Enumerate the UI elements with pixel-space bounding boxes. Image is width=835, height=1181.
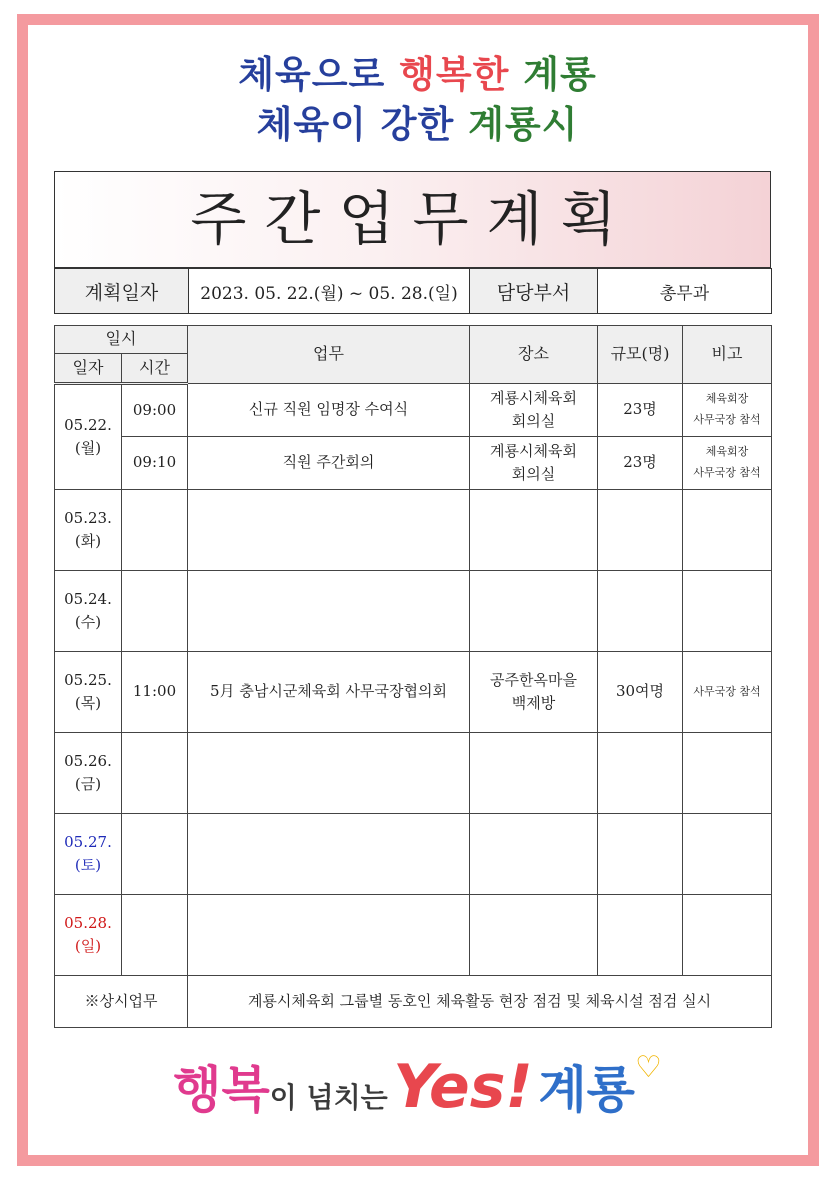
note-line-1: 체육회장	[705, 392, 749, 406]
scale-cell: 23명	[598, 384, 683, 437]
note-line-2: 사무국장 참석	[693, 466, 761, 479]
date-cell	[55, 571, 122, 652]
slogan-2-part-a: 체육이 강한	[256, 103, 469, 146]
time-cell: 11:00	[122, 652, 188, 733]
scale-cell	[598, 895, 683, 976]
date-text: 05.28.	[64, 913, 112, 932]
date-text: 05.24.	[64, 589, 112, 608]
date-cell	[55, 490, 122, 571]
place-line-2: 백제방	[511, 694, 556, 712]
place-cell	[470, 814, 598, 895]
task-cell: 직원 주간회의	[188, 437, 470, 490]
task-cell	[188, 490, 470, 571]
slogan-line-1	[0, 44, 835, 98]
place-line-1: 공주한옥마을	[490, 670, 577, 689]
task-cell	[188, 733, 470, 814]
header-task: 업무	[188, 326, 470, 384]
regular-task-row	[55, 976, 772, 1028]
header-datetime: 일시	[55, 326, 188, 354]
place-cell	[470, 733, 598, 814]
bottom-slogan-logo	[0, 1050, 835, 1122]
time-cell	[122, 814, 188, 895]
date-text: 05.27.	[64, 832, 112, 851]
plan-date-value: 2023. 05. 22.(월) ~ 05. 28.(일)	[189, 269, 470, 314]
note-line-2: 사무국장 참석	[693, 413, 761, 426]
note-cell	[683, 490, 772, 571]
table-row	[55, 814, 772, 895]
weekday-text: (수)	[74, 613, 102, 631]
date-cell	[55, 652, 122, 733]
slogan-1-part-c: 계룡	[509, 53, 597, 96]
date-text: 05.23.	[64, 508, 112, 527]
note-cell	[683, 733, 772, 814]
task-cell	[188, 571, 470, 652]
note-cell: 사무국장 참석	[683, 652, 772, 733]
weekday-text: (월)	[74, 439, 102, 457]
heart-icon: ♡	[634, 1050, 662, 1085]
slogan-line-2	[0, 94, 835, 148]
plan-date-label: 계획일자	[55, 269, 189, 314]
place-cell	[470, 652, 598, 733]
time-cell	[122, 895, 188, 976]
time-cell	[122, 733, 188, 814]
place-cell	[470, 384, 598, 437]
date-cell	[55, 814, 122, 895]
place-cell	[470, 895, 598, 976]
weekday-text: (목)	[74, 694, 102, 712]
place-line-2: 회의실	[511, 465, 556, 483]
regular-task-value: 계룡시체육회 그룹별 동호인 체육활동 현장 점검 및 체육시설 점검 실시	[188, 976, 772, 1028]
slogan-1-part-a: 체육으로	[238, 53, 400, 96]
slogan-2-part-b: 계룡시	[468, 103, 579, 146]
slogan-1-part-b: 행복한	[399, 53, 510, 96]
table-row	[55, 895, 772, 976]
scale-cell: 23명	[598, 437, 683, 490]
document-title: 주간업무계획	[54, 171, 771, 268]
plan-info-table	[54, 268, 772, 314]
note-cell	[683, 814, 772, 895]
note-cell	[683, 571, 772, 652]
department-value: 총무과	[598, 269, 772, 314]
task-cell	[188, 895, 470, 976]
note-cell	[683, 895, 772, 976]
table-row	[55, 490, 772, 571]
task-cell: 신규 직원 임명장 수여식	[188, 384, 470, 437]
place-line-1: 계룡시체육회	[490, 388, 577, 407]
time-cell	[122, 571, 188, 652]
time-cell: 09:10	[122, 437, 188, 490]
date-cell	[55, 384, 122, 490]
date-text: 05.26.	[64, 751, 112, 770]
header-scale: 규모(명)	[598, 326, 683, 384]
table-row	[55, 733, 772, 814]
weekday-text: (금)	[74, 775, 102, 793]
header-time: 시간	[122, 354, 188, 384]
schedule-table	[54, 325, 772, 1028]
weekday-text: (토)	[74, 856, 102, 874]
weekday-text: (화)	[74, 532, 102, 550]
task-cell: 5月 충남시군체육회 사무국장협의회	[188, 652, 470, 733]
logo-part-1: 행복	[173, 1061, 270, 1119]
place-cell	[470, 571, 598, 652]
date-text: 05.22.	[64, 415, 112, 434]
place-line-1: 계룡시체육회	[490, 441, 577, 460]
task-cell	[188, 814, 470, 895]
table-row	[55, 571, 772, 652]
weekday-text: (일)	[74, 937, 102, 955]
scale-cell	[598, 571, 683, 652]
table-row	[55, 384, 772, 437]
note-line-1: 체육회장	[705, 445, 749, 459]
table-row	[55, 652, 772, 733]
department-label: 담당부서	[470, 269, 598, 314]
header-note: 비고	[683, 326, 772, 384]
note-cell	[683, 384, 772, 437]
header-place: 장소	[470, 326, 598, 384]
scale-cell	[598, 733, 683, 814]
header-date: 일자	[55, 354, 122, 384]
regular-task-label: ※상시업무	[55, 976, 188, 1028]
scale-cell	[598, 814, 683, 895]
logo-part-2: 이 넘치는	[269, 1081, 388, 1114]
place-cell	[470, 490, 598, 571]
time-cell	[122, 490, 188, 571]
note-cell	[683, 437, 772, 490]
date-text: 05.25.	[64, 670, 112, 689]
logo-part-3: Yes!	[393, 1052, 533, 1122]
date-cell	[55, 895, 122, 976]
place-line-2: 회의실	[511, 412, 556, 430]
scale-cell: 30여명	[598, 652, 683, 733]
time-cell: 09:00	[122, 384, 188, 437]
place-cell	[470, 437, 598, 490]
logo-part-4: 계룡	[538, 1061, 635, 1119]
table-row	[55, 437, 772, 490]
scale-cell	[598, 490, 683, 571]
date-cell	[55, 733, 122, 814]
